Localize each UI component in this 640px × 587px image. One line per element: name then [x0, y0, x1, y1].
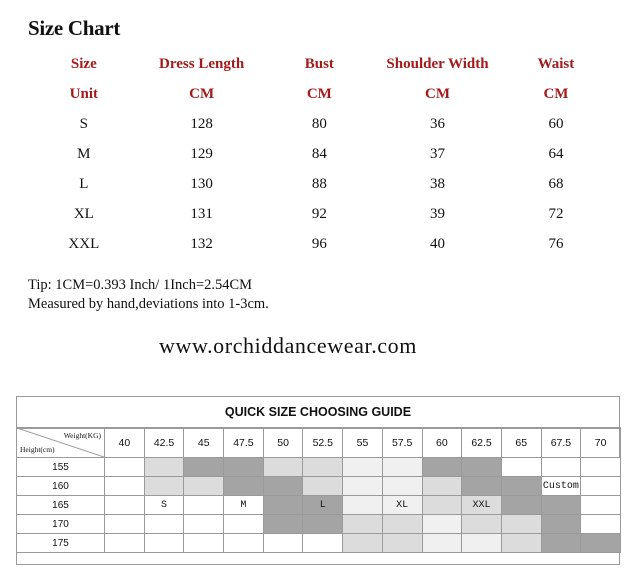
guide-cell — [541, 534, 581, 553]
guide-cell — [581, 477, 621, 496]
weight-header-cell: 40 — [105, 428, 145, 458]
guide-cell — [263, 458, 303, 477]
size-row — [28, 229, 612, 259]
header-shoulder-width: Shoulder Width — [386, 55, 489, 72]
guide-cell — [303, 477, 343, 496]
size-cell: 131 — [190, 205, 213, 222]
size-cell: 39 — [430, 205, 445, 222]
size-row — [28, 169, 612, 199]
size-table-header-row — [28, 49, 612, 79]
tip-line-2: Measured by hand,deviations into 1-3cm. — [28, 296, 269, 312]
size-cell: 76 — [548, 235, 564, 252]
guide-cell — [184, 496, 224, 515]
guide-cell — [105, 477, 145, 496]
conversion-tip — [28, 276, 269, 314]
guide-cell — [303, 458, 343, 477]
height-header-cell: 165 — [17, 496, 105, 515]
size-cell: 36 — [430, 115, 445, 132]
guide-cell — [144, 515, 184, 534]
size-cell: 38 — [430, 175, 445, 192]
height-row — [17, 515, 621, 534]
guide-cell — [422, 534, 462, 553]
guide-cell — [105, 534, 145, 553]
guide-cell — [501, 458, 541, 477]
guide-cell — [263, 477, 303, 496]
size-cell: 88 — [311, 175, 327, 192]
guide-cell — [501, 534, 541, 553]
header-size: Size — [70, 55, 97, 72]
size-cell: 37 — [430, 145, 445, 162]
size-cell: 130 — [190, 175, 213, 192]
guide-cell — [303, 534, 343, 553]
size-cell: 60 — [548, 115, 564, 132]
height-row — [17, 458, 621, 477]
weight-header-cell: 67.5 — [541, 428, 581, 458]
height-axis-label: Height(cm) — [20, 445, 55, 454]
guide-cell — [382, 534, 422, 553]
header-dress-length: Dress Length — [159, 55, 245, 72]
guide-cell — [541, 515, 581, 534]
size-cell: 96 — [311, 235, 327, 252]
guide-cell — [382, 458, 422, 477]
guide-cell — [462, 534, 502, 553]
size-cell: 84 — [311, 145, 327, 162]
guide-cell — [144, 477, 184, 496]
height-row — [17, 496, 621, 515]
tip-line-1: Tip: 1CM=0.393 Inch/ 1Inch=2.54CM — [28, 277, 253, 293]
guide-cell: M — [224, 496, 264, 515]
guide-cell: XXL — [462, 496, 502, 515]
size-cell: 72 — [548, 205, 564, 222]
guide-cell — [541, 458, 581, 477]
guide-cell — [501, 515, 541, 534]
weight-header-cell: 62.5 — [462, 428, 502, 458]
guide-cell — [343, 477, 383, 496]
guide-cell — [422, 496, 462, 515]
guide-cell — [105, 515, 145, 534]
guide-cell — [263, 496, 303, 515]
website-url: www.orchiddancewear.com — [159, 333, 417, 358]
guide-cell: S — [144, 496, 184, 515]
height-row — [17, 534, 621, 553]
height-header-cell: 175 — [17, 534, 105, 553]
guide-cell — [105, 496, 145, 515]
guide-cell — [184, 534, 224, 553]
weight-axis-label: Weight(KG) — [63, 431, 101, 440]
size-cell: XL — [73, 205, 94, 222]
size-table — [28, 49, 612, 259]
header-waist: Waist — [537, 55, 575, 72]
guide-cell — [422, 477, 462, 496]
size-table-unit-row — [28, 79, 612, 109]
guide-cell — [105, 458, 145, 477]
guide-cell — [422, 515, 462, 534]
size-cell: XXL — [68, 235, 100, 252]
weight-header-cell: 60 — [422, 428, 462, 458]
guide-cell — [263, 515, 303, 534]
weight-header-cell: 57.5 — [382, 428, 422, 458]
weight-header-cell: 50 — [263, 428, 303, 458]
size-cell: 92 — [311, 205, 327, 222]
weight-header-cell: 42.5 — [144, 428, 184, 458]
size-cell: M — [77, 145, 91, 162]
guide-cell — [224, 534, 264, 553]
size-cell: L — [79, 175, 89, 192]
size-cell: 68 — [548, 175, 564, 192]
guide-cell — [581, 496, 621, 515]
guide-cell — [224, 515, 264, 534]
guide-cell — [343, 458, 383, 477]
weight-header-cell: 47.5 — [224, 428, 264, 458]
weight-header-cell: 55 — [343, 428, 383, 458]
guide-cell — [343, 496, 383, 515]
guide-cell — [224, 458, 264, 477]
size-cell: S — [79, 115, 88, 132]
weight-header-row — [17, 428, 621, 458]
guide-cell — [224, 477, 264, 496]
size-cell: 40 — [430, 235, 445, 252]
guide-cell — [581, 534, 621, 553]
page-title: Size Chart — [28, 16, 121, 40]
guide-cell — [144, 458, 184, 477]
guide-cell — [541, 496, 581, 515]
unit-bust: CM — [306, 85, 332, 102]
size-row — [28, 109, 612, 139]
weight-header-cell: 52.5 — [303, 428, 343, 458]
size-row — [28, 199, 612, 229]
guide-cell — [382, 477, 422, 496]
height-header-cell: 155 — [17, 458, 105, 477]
quick-size-guide — [16, 396, 620, 565]
guide-cell — [184, 477, 224, 496]
unit-label: Unit — [69, 85, 98, 102]
guide-cell — [303, 515, 343, 534]
size-table-body — [28, 109, 612, 259]
guide-cell — [343, 515, 383, 534]
guide-cell — [184, 515, 224, 534]
guide-cell — [144, 534, 184, 553]
size-cell: 129 — [190, 145, 213, 162]
guide-cell — [501, 496, 541, 515]
size-cell: 80 — [311, 115, 327, 132]
guide-cell — [462, 458, 502, 477]
unit-shoulder-width: CM — [425, 85, 450, 102]
guide-cell: Custom — [541, 477, 581, 496]
weight-header-cell: 45 — [184, 428, 224, 458]
guide-cell — [422, 458, 462, 477]
guide-cell — [462, 477, 502, 496]
height-header-cell: 160 — [17, 477, 105, 496]
header-bust: Bust — [304, 55, 334, 72]
weight-header-cell: 70 — [581, 428, 621, 458]
guide-cell — [382, 515, 422, 534]
guide-cell — [501, 477, 541, 496]
guide-cell — [581, 515, 621, 534]
guide-cell — [343, 534, 383, 553]
guide-cell — [263, 534, 303, 553]
guide-title: QUICK SIZE CHOOSING GUIDE — [17, 397, 619, 429]
height-row — [17, 477, 621, 496]
guide-cell — [462, 515, 502, 534]
size-cell: 132 — [190, 235, 213, 252]
guide-cell: L — [303, 496, 343, 515]
guide-cell — [184, 458, 224, 477]
size-cell: 64 — [548, 145, 564, 162]
guide-cell: XL — [382, 496, 422, 515]
grid-corner — [17, 428, 105, 458]
guide-grid — [16, 427, 621, 553]
unit-dress-length: CM — [189, 85, 215, 102]
guide-cell — [581, 458, 621, 477]
size-row — [28, 139, 612, 169]
weight-header-cell: 65 — [501, 428, 541, 458]
unit-waist: CM — [543, 85, 569, 102]
height-header-cell: 170 — [17, 515, 105, 534]
size-cell: 128 — [190, 115, 213, 132]
